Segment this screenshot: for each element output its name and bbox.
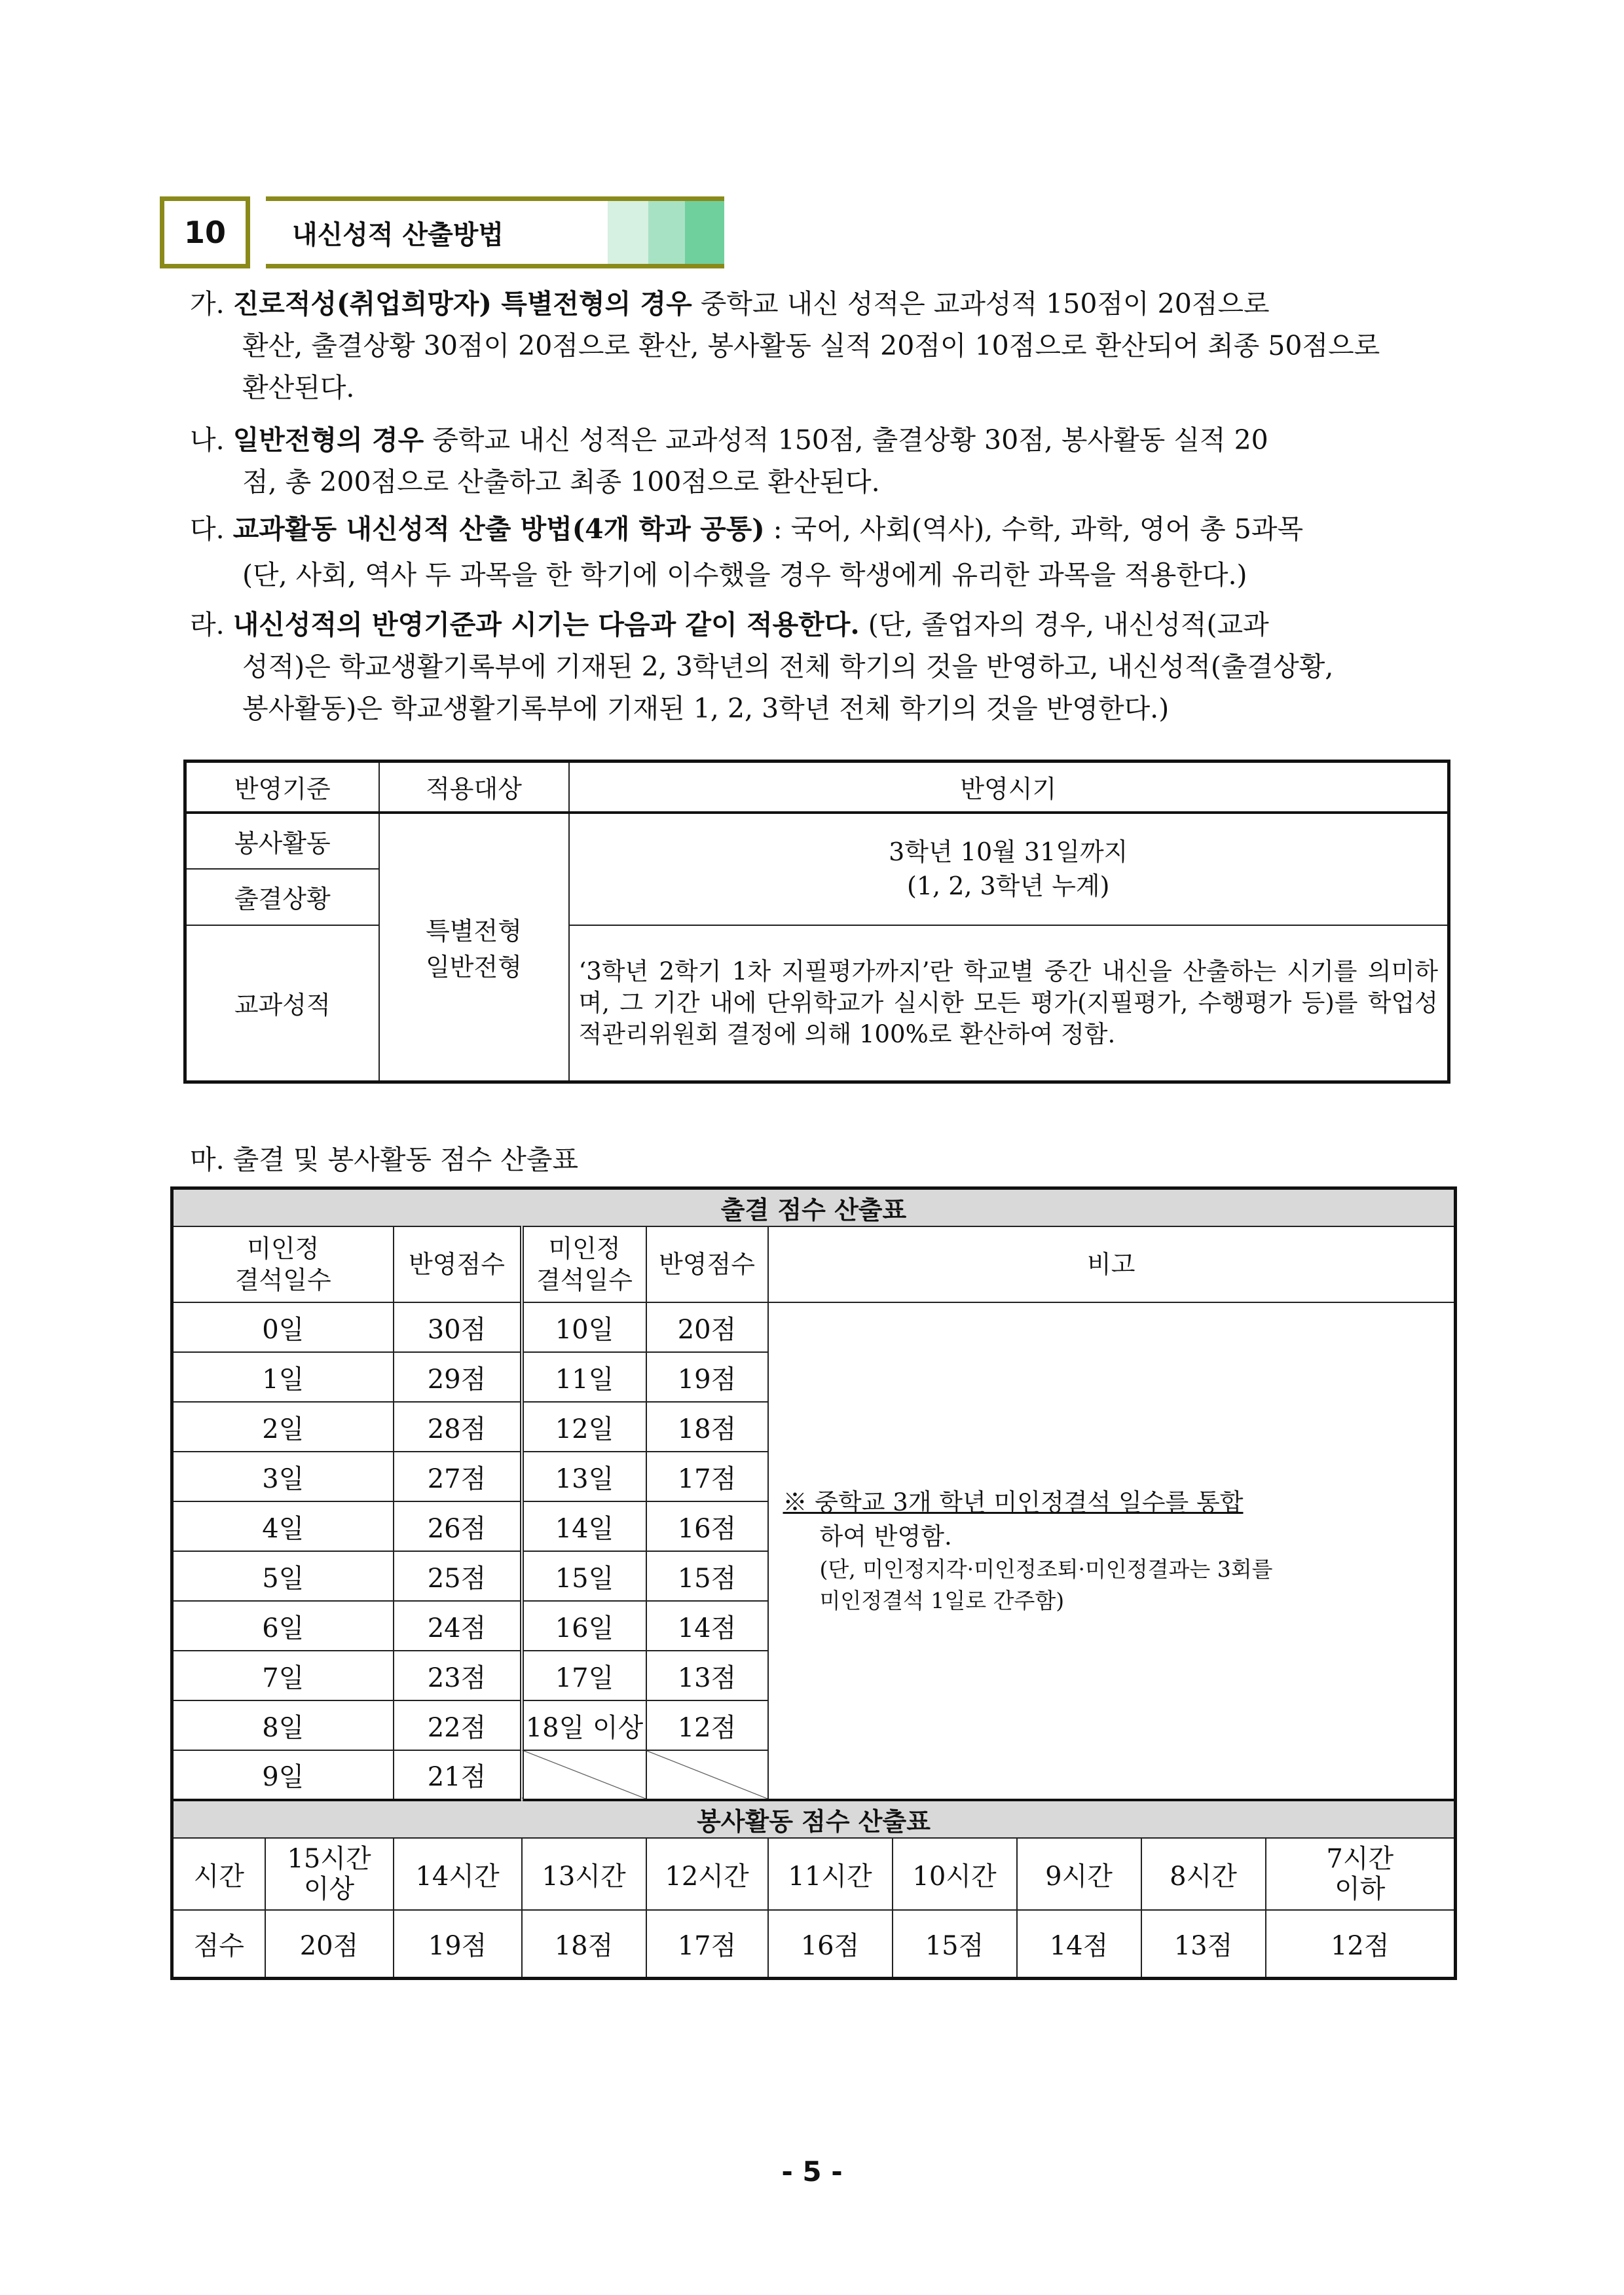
service-time-cell: 7시간 이하	[1266, 1838, 1456, 1910]
score-cell: 29점	[394, 1352, 522, 1402]
section-number: 10	[160, 196, 250, 268]
score-cell: 19점	[646, 1352, 768, 1402]
service-time-cell: 11시간	[768, 1838, 893, 1910]
header-score: 반영점수	[394, 1226, 522, 1302]
days-cell: 17일	[522, 1651, 646, 1700]
days-cell: 18일 이상	[522, 1700, 646, 1750]
days-cell: 0일	[172, 1302, 394, 1352]
days-cell: 13일	[522, 1452, 646, 1501]
text: 봉사활동)은 학교생활기록부에 기재된 1, 2, 3학년 전체 학기의 것을 반영한다.)	[242, 693, 1170, 724]
days-cell: 7일	[172, 1651, 394, 1700]
service-score-cell: 14점	[1017, 1910, 1141, 1978]
days-cell: 1일	[172, 1352, 394, 1402]
service-time-cell: 13시간	[522, 1838, 646, 1910]
target-cell	[379, 813, 569, 1082]
paragraph-ga	[190, 283, 1473, 409]
text: (단, 졸업자의 경우, 내신성적(교과	[859, 609, 1269, 640]
paragraph-na	[190, 419, 1473, 503]
service-score-cell: 15점	[893, 1910, 1017, 1978]
score-cell: 16점	[646, 1501, 768, 1551]
service-score-cell: 17점	[646, 1910, 768, 1978]
days-cell: 16일	[522, 1601, 646, 1651]
service-time-cell: 15시간 이상	[265, 1838, 394, 1910]
criteria-cell: 봉사활동	[185, 813, 379, 869]
remark-line: ※ 중학교 3개 학년 미인정결석 일수를 통합	[783, 1488, 1244, 1516]
service-time-cell: 9시간	[1017, 1838, 1141, 1910]
header-days	[172, 1226, 394, 1302]
service-row-label: 시간	[172, 1838, 265, 1910]
days-cell: 12일	[522, 1402, 646, 1452]
paragraph-da	[190, 508, 1473, 596]
days-cell: 6일	[172, 1601, 394, 1651]
days-cell: 15일	[522, 1551, 646, 1601]
bold-text: 내신성적의 반영기준과 시기는 다음과 같이 적용한다.	[232, 609, 860, 640]
timing-line: 3학년 10월 31일까지	[889, 837, 1128, 866]
score-cell: 18점	[646, 1402, 768, 1452]
score-cell: 26점	[394, 1501, 522, 1551]
score-cell: 24점	[394, 1601, 522, 1651]
target-line: 일반전형	[426, 953, 522, 982]
criteria-cell: 교과성적	[185, 925, 379, 1082]
service-time-cell: 12시간	[646, 1838, 768, 1910]
section-color-bar-3	[685, 201, 724, 264]
score-cell: 23점	[394, 1651, 522, 1700]
paragraph-ra	[190, 604, 1473, 729]
bold-text: 일반전형의 경우	[232, 424, 424, 456]
score-cell: 20점	[646, 1302, 768, 1352]
days-cell: 5일	[172, 1551, 394, 1601]
days-cell: 14일	[522, 1501, 646, 1551]
page-number: - 5 -	[781, 2156, 843, 2188]
days-cell: 9일	[172, 1750, 394, 1800]
criteria-cell: 출결상황	[185, 869, 379, 925]
service-row-label: 점수	[172, 1910, 265, 1978]
days-cell: 3일	[172, 1452, 394, 1501]
days-cell: 4일	[172, 1501, 394, 1551]
service-time-cell: 10시간	[893, 1838, 1017, 1910]
header-line: 미인정	[247, 1234, 320, 1263]
service-score-cell: 19점	[394, 1910, 522, 1978]
score-cell: 17점	[646, 1452, 768, 1501]
attendance-title: 출결 점수 산출표	[172, 1188, 1456, 1227]
text: 점, 총 200점으로 산출하고 최종 100점으로 환산된다.	[242, 466, 880, 498]
days-cell: 8일	[172, 1700, 394, 1750]
header-line: 결석일수	[234, 1266, 331, 1294]
header-score: 반영점수	[646, 1226, 768, 1302]
text: 중학교 내신 성적은 교과성적 150점, 출결상황 30점, 봉사활동 실적 20	[424, 424, 1268, 456]
header-line: 미인정	[548, 1234, 621, 1263]
score-cell: 13점	[646, 1651, 768, 1700]
text: 환산된다.	[242, 372, 355, 403]
remark-line: 미인정결석 1일로 간주함)	[819, 1587, 1065, 1613]
remark-line: (단, 미인정지각·미인정조퇴·미인정결과는 3회를	[819, 1556, 1273, 1582]
days-cell: 10일	[522, 1302, 646, 1352]
marker: 가.	[190, 288, 225, 320]
service-time-cell: 8시간	[1141, 1838, 1266, 1910]
header-days	[522, 1226, 646, 1302]
remark-line: 하여 반영함.	[819, 1522, 952, 1551]
days-cell: 2일	[172, 1402, 394, 1452]
score-cell: 25점	[394, 1551, 522, 1601]
days-cell: 11일	[522, 1352, 646, 1402]
score-cell: 12점	[646, 1700, 768, 1750]
service-score-cell: 20점	[265, 1910, 394, 1978]
remark-cell	[768, 1302, 1456, 1800]
score-cell: 30점	[394, 1302, 522, 1352]
text: : 국어, 사회(역사), 수학, 과학, 영어 총 5과목	[764, 513, 1304, 545]
caption: 마. 출결 및 봉사활동 점수 산출표	[190, 1144, 579, 1175]
text: 성적)은 학교생활기록부에 기재된 2, 3학년의 전체 학기의 것을 반영하고, 내신성적(출결상황,	[242, 651, 1334, 682]
header-target: 적용대상	[379, 762, 569, 813]
section-title: 내신성적 산출방법	[292, 219, 504, 250]
score-cell: 22점	[394, 1700, 522, 1750]
empty-diagonal-cell	[646, 1750, 768, 1800]
header-note: 비고	[768, 1226, 1456, 1302]
score-cell: 27점	[394, 1452, 522, 1501]
service-title: 봉사활동 점수 산출표	[172, 1800, 1456, 1838]
bold-text: 진로적성(취업희망자) 특별전형의 경우	[232, 288, 692, 320]
criteria-table	[183, 760, 1450, 1084]
timing-cell	[569, 813, 1449, 925]
score-table	[170, 1186, 1457, 1980]
timing-line: (1, 2, 3학년 누계)	[907, 872, 1110, 900]
timing-note: ‘3학년 2학기 1차 지필평가까지’란 학교별 중간 내신을 산출하는 시기를 의미하며, 그 기간 내에 단위학교가 실시한 모든 평가(지필평가, 수행평가 등)를 학업성적관리위원회 결정에 의해 100%로 환산하여 정함.	[569, 925, 1449, 1082]
service-time-cell: 14시간	[394, 1838, 522, 1910]
score-cell: 28점	[394, 1402, 522, 1452]
score-cell: 14점	[646, 1601, 768, 1651]
service-score-cell: 18점	[522, 1910, 646, 1978]
text: (단, 사회, 역사 두 과목을 한 학기에 이수했을 경우 학생에게 유리한 과목을 적용한다.)	[242, 559, 1247, 591]
text: 환산, 출결상황 30점이 20점으로 환산, 봉사활동 실적 20점이 10점으로 환산되어 최종 50점으로	[242, 330, 1380, 361]
target-line: 특별전형	[426, 917, 522, 946]
text: 중학교 내신 성적은 교과성적 150점이 20점으로	[692, 288, 1270, 320]
service-score-cell: 13점	[1141, 1910, 1266, 1978]
marker: 나.	[190, 424, 225, 456]
section-color-bar-2	[648, 201, 685, 264]
score-cell: 15점	[646, 1551, 768, 1601]
section-color-bar-1	[608, 201, 648, 264]
service-score-cell: 16점	[768, 1910, 893, 1978]
marker: 라.	[190, 609, 225, 640]
marker: 다.	[190, 513, 225, 545]
empty-diagonal-cell	[522, 1750, 646, 1800]
header-timing: 반영시기	[569, 762, 1449, 813]
header-criteria: 반영기준	[185, 762, 379, 813]
header-line: 결석일수	[536, 1266, 633, 1294]
bold-text: 교과활동 내신성적 산출 방법(4개 학과 공통)	[232, 513, 765, 545]
service-score-cell: 12점	[1266, 1910, 1456, 1978]
score-cell: 21점	[394, 1750, 522, 1800]
